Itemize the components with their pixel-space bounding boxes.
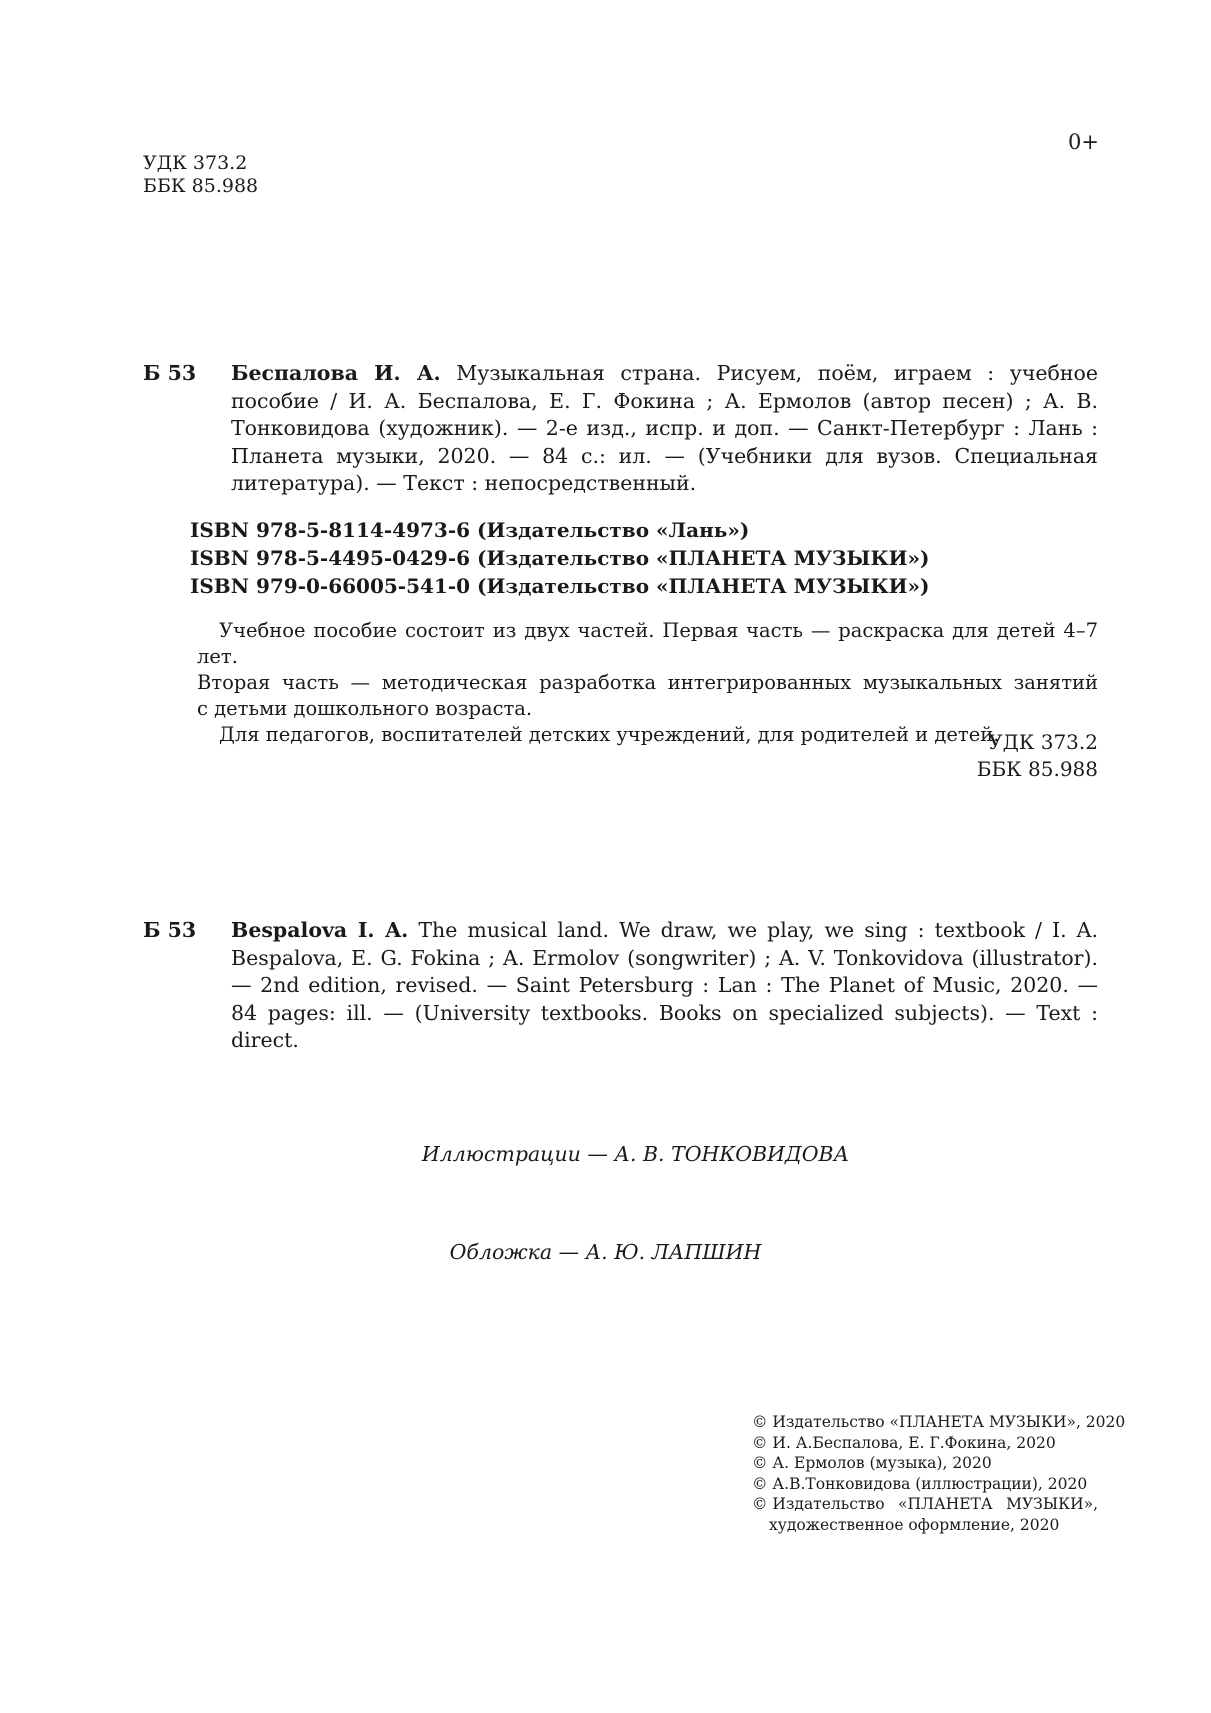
udk-code: УДК 373.2 <box>988 730 1098 754</box>
ismn-planet-music: ISBN 979-0-66005-541-0 (Издательство «ПЛАНЕТА МУЗЫКИ») <box>190 574 930 598</box>
annotation-line: Вторая часть — методическая разработка интегрированных музыкальных занятий <box>197 671 1098 694</box>
copyright-line: © А. Ермолов (музыка), 2020 <box>752 1454 992 1472</box>
udk-bbk-header <box>143 152 258 198</box>
annotation-line: Учебное пособие состоит из двух частей. Первая часть — раскраска для детей 4–7 лет. <box>197 619 1098 668</box>
copyright-word: © Издательство <box>752 1495 885 1513</box>
bbk-code: ББК 85.988 <box>143 175 259 197</box>
copyright-line <box>752 1494 1098 1515</box>
isbn-lan: ISBN 978-5-8114-4973-6 (Издательство «Лань») <box>190 518 750 542</box>
author-name: Bespalova I. A. <box>231 918 409 942</box>
description-text: The musical land. We draw, we play, we sing : textbook / I. A. Bespalova, E. G. Fokina ; A. Ermolov (songwriter) ; A. V. Tonkovidova (illustrator). — 2nd edition, revised. — Saint Petersburg : Lan : The Planet of Music, 2020. — 84 pages: ill. — (University textbooks. Books on specialized subjects). — Text : direct. <box>231 918 1098 1052</box>
description-text: Музыкальная страна. Рисуем, поём, играем : учебное пособие / И. А. Беспалова, Е. Г. Фокина ; А. Ермолов (автор песен) ; А. В. Тонковидова (художник). — 2-е изд., испр. и доп. — Санкт-Петербург : Лань : Планета музыки, 2020. — 84 с.: ил. — (Учебники для вузов. Специальная литература). — Текст : непосредственный. <box>231 361 1098 495</box>
cover-credit: Обложка — А. Ю. ЛАПШИН <box>449 1240 762 1264</box>
isbn-planet-music: ISBN 978-5-4495-0429-6 (Издательство «ПЛАНЕТА МУЗЫКИ») <box>190 546 930 570</box>
bbk-code: ББК 85.988 <box>976 757 1098 781</box>
author-name: Беспалова И. А. <box>231 361 441 385</box>
age-rating: 0+ <box>1068 130 1099 154</box>
bibliographic-entry-en <box>143 917 1098 1055</box>
copyright-line: художественное оформление, 2020 <box>769 1515 1060 1534</box>
copyright-line: © И. А.Беспалова, Е. Г.Фокина, 2020 <box>752 1433 1056 1452</box>
annotation <box>197 618 1098 748</box>
audience-note: Для педагогов, воспитателей детских учреждений, для родителей и детей. <box>219 723 1000 746</box>
copyright-line: © Издательство «ПЛАНЕТА МУЗЫКИ», 2020 <box>752 1413 1126 1431</box>
isbn-list <box>190 516 930 600</box>
author-mark: Б 53 <box>143 361 197 385</box>
copyright-block <box>752 1412 1126 1535</box>
copyright-line: © А.В.Тонковидова (иллюстрации), 2020 <box>752 1474 1088 1493</box>
udk-code: УДК 373.2 <box>143 152 248 174</box>
author-mark: Б 53 <box>143 918 197 942</box>
annotation-line: с детьми дошкольного возраста. <box>197 697 533 720</box>
bibliographic-description <box>231 360 1098 498</box>
bibliographic-entry-ru <box>143 360 1098 498</box>
classification-codes <box>977 729 1098 783</box>
copyright-word: «ПЛАНЕТА <box>898 1495 993 1513</box>
illustrations-credit: Иллюстрации — А. В. ТОНКОВИДОВА <box>421 1142 850 1166</box>
copyright-word: МУЗЫКИ», <box>1006 1495 1098 1513</box>
bibliographic-description <box>231 917 1098 1055</box>
